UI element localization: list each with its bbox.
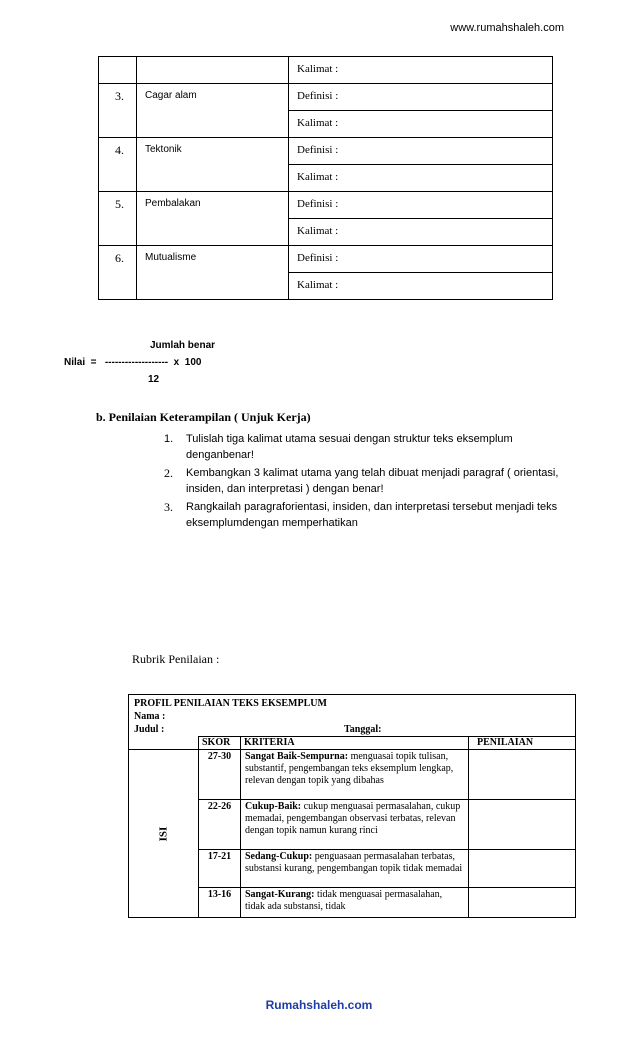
tanggal-label: Tanggal: (344, 724, 382, 735)
rubric-title: Rubrik Penilaian : (132, 652, 220, 666)
definisi-label: Definisi : (289, 84, 553, 111)
kriteria-cell (241, 800, 469, 850)
kriteria-level: Cukup-Baik: (245, 801, 302, 812)
col-header-penilaian: PENILAIAN (469, 737, 576, 750)
header-site-url[interactable]: www.rumahshaleh.com (450, 22, 564, 34)
definisi-label: Definisi : (289, 246, 553, 273)
kriteria-desc: tidak menguasai permasalahan, tidak ada substansi, tidak (245, 889, 443, 912)
list-number: 3. (164, 500, 173, 514)
penilaian-cell (469, 800, 576, 850)
kalimat-label: Kalimat : (289, 219, 553, 246)
term-cell: Tektonik (137, 138, 289, 192)
skor-cell: 13-16 (199, 888, 241, 918)
row-number: 4. (99, 138, 137, 192)
kriteria-desc: cukup menguasai permasalahan, cukup memadai, pengembangan observasi terbatas, relevan dengan topik namun kurang rinci (245, 801, 461, 836)
kalimat-label: Kalimat : (289, 165, 553, 192)
definisi-label: Definisi : (289, 138, 553, 165)
table-cell (99, 57, 137, 84)
table-row (99, 138, 553, 165)
list-text: Rangkailah paragraforientasi, insiden, dan interpretasi tersebut menjadi teks eksemplumdengan memperhatikan (186, 501, 558, 529)
row-number: 5. (99, 192, 137, 246)
penilaian-cell (469, 888, 576, 918)
penilaian-cell (469, 850, 576, 888)
kriteria-level: Sedang-Cukup: (245, 851, 313, 862)
kriteria-desc: menguasai topik tulisan, substantif, pengembangan teks eksemplum lengkap, relevan dengan topik yang dibahas (245, 751, 454, 786)
table-row (99, 57, 553, 84)
instruction-list (160, 431, 580, 533)
row-number: 6. (99, 246, 137, 300)
vocabulary-table (98, 56, 553, 300)
skor-cell: 22-26 (199, 800, 241, 850)
list-item (160, 465, 580, 497)
kriteria-cell (241, 888, 469, 918)
footer-site-link[interactable]: Rumahshaleh.com (265, 998, 373, 1012)
table-row (129, 750, 576, 800)
isi-label: ISI (157, 826, 170, 841)
kalimat-label: Kalimat : (289, 273, 553, 300)
rubric-header-cell (129, 695, 576, 737)
list-item (160, 431, 580, 463)
list-text: Tulislah tiga kalimat utama sesuai dengan struktur teks eksemplum denganbenar! (186, 433, 513, 461)
formula-numerator: Jumlah benar (150, 340, 216, 351)
table-row (99, 84, 553, 111)
kriteria-level: Sangat-Kurang: (245, 889, 315, 900)
kriteria-level: Sangat Baik-Sempurna: (245, 751, 349, 762)
table-cell (137, 57, 289, 84)
table-row (129, 695, 576, 737)
nama-label: Nama : (134, 711, 166, 722)
kriteria-cell (241, 850, 469, 888)
term-cell: Pembalakan (137, 192, 289, 246)
formula-denominator: 12 (148, 374, 160, 385)
rubric-table (128, 694, 576, 918)
kriteria-cell (241, 750, 469, 800)
judul-line (134, 723, 570, 736)
definisi-label: Definisi : (289, 192, 553, 219)
table-row (99, 192, 553, 219)
kalimat-label: Kalimat : (289, 111, 553, 138)
list-item (160, 499, 580, 531)
term-cell: Mutualisme (137, 246, 289, 300)
list-number: 1. (164, 433, 174, 445)
skor-cell: 27-30 (199, 750, 241, 800)
judul-label: Judul : (134, 724, 165, 735)
col-header-skor: SKOR (199, 737, 241, 750)
penilaian-cell (469, 750, 576, 800)
list-text: Kembangkan 3 kalimat utama yang telah dibuat menjadi paragraf ( orientasi, insiden, dan interpretasi ) dengan benar! (186, 467, 559, 495)
formula-line: Nilai = ------------------- x 100 (64, 357, 202, 368)
table-cell (129, 737, 199, 750)
list-number: 2. (164, 466, 173, 480)
section-b-title: b. Penilaian Keterampilan ( Unjuk Kerja) (96, 410, 311, 424)
kriteria-desc: penguasaan permasalahan terbatas, substansi kurang, pengembangan topik tidak memadai (245, 851, 463, 874)
skor-cell: 17-21 (199, 850, 241, 888)
profile-title: PROFIL PENILAIAN TEKS EKSEMPLUM (134, 698, 327, 709)
isi-side-cell (129, 750, 199, 918)
table-row (99, 246, 553, 273)
term-cell: Cagar alam (137, 84, 289, 138)
kalimat-label: Kalimat : (289, 57, 553, 84)
table-row (129, 737, 576, 750)
col-header-kriteria: KRITERIA (241, 737, 469, 750)
row-number: 3. (99, 84, 137, 138)
